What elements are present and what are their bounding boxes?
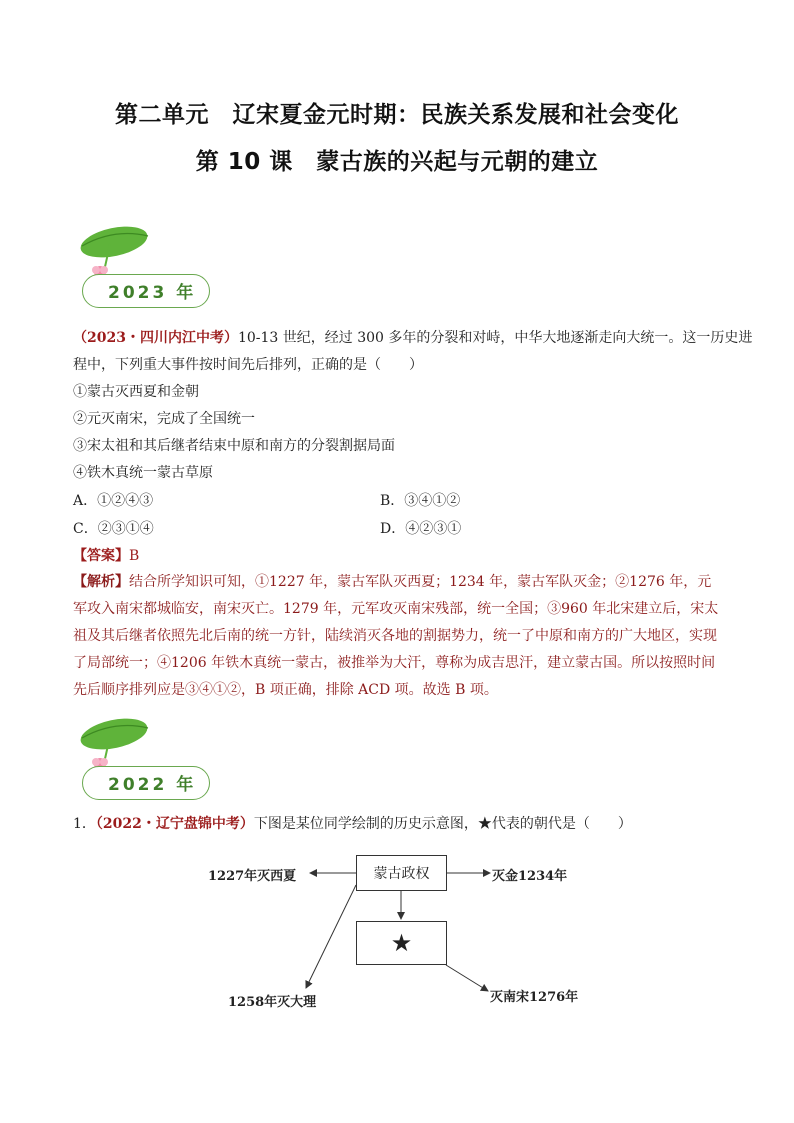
unit-title: 第二单元 辽宋夏金元时期：民族关系发展和社会变化 [115, 102, 679, 128]
option-a[interactable]: A．①②④③ [73, 493, 154, 509]
question2-source: （2022・辽宁盘锦中考） [95, 816, 254, 832]
question-item-2: ②元灭南宋，完成了全国统一 [73, 411, 255, 427]
option-d[interactable]: D．④②③① [380, 521, 462, 537]
lesson-title: 第 10 课 蒙古族的兴起与元朝的建立 [195, 149, 599, 175]
year-badge-2023 [70, 222, 220, 308]
option-c[interactable]: C．②③①④ [73, 521, 154, 537]
mongol-regime-box: 蒙古政权 [356, 855, 447, 891]
question-item-4: ④铁木真统一蒙古草原 [73, 465, 213, 481]
question-stem-line2: 程中，下列重大事件按时间先后排列，正确的是（ ） [73, 357, 423, 373]
analysis-label: 【解析】 [73, 574, 129, 590]
question2-stem [73, 814, 632, 834]
question-stem-text: 10-13 世纪，经过 300 多年的分裂和对峙，中华大地逐渐走向大统一。这一历史进 [237, 330, 753, 346]
label-southern-song: 灭南宋1276年 [490, 990, 579, 1005]
year-badge-label: 2022 年 [108, 775, 197, 795]
star-dynasty-box: ★ [356, 921, 447, 965]
year-badge-2022 [70, 714, 220, 800]
answer-label: 【答案】 [73, 548, 129, 564]
analysis-paragraph [73, 569, 723, 704]
question-item-1: ①蒙古灭西夏和金朝 [73, 384, 199, 400]
answer-line [73, 546, 139, 566]
history-diagram [200, 845, 600, 1015]
label-xixia: 1227年灭西夏 [208, 869, 297, 884]
analysis-text: 结合所学知识可知，①1227 年，蒙古军队灭西夏；1234 年，蒙古军队灭金；②1276 年，元军攻入南宋都城临安，南宋灭亡。1279 年，元军攻灭南宋残部，统一全国；③960 年北宋建立后，宋太祖及其后继者依照先北后南的统一方针，陆续消灭各地的割据势力，统一了中原和南方的广大地区，实现了局部统一；④1206 年铁木真统一蒙古，被推举为大汗，尊称为成吉思汗，建立蒙古国。所以按照时间先后顺序排列应是③④①②，B 项正确，排除 ACD 项。故选 B 项。 [73, 574, 719, 698]
year-badge-label: 2023 年 [108, 283, 197, 303]
question2-number: 1． [73, 816, 96, 832]
label-jin: 灭金1234年 [492, 869, 568, 884]
question-source: （2023・四川内江中考） [73, 330, 238, 346]
option-b[interactable]: B．③④①② [380, 493, 461, 509]
answer-value: B [129, 548, 140, 564]
question2-text: 下图是某位同学绘制的历史示意图，★代表的朝代是（ ） [253, 816, 632, 832]
question-stem-line1 [73, 328, 752, 348]
label-dali: 1258年灭大理 [228, 995, 317, 1010]
question-item-3: ③宋太祖和其后继者结束中原和南方的分裂割据局面 [73, 438, 395, 454]
